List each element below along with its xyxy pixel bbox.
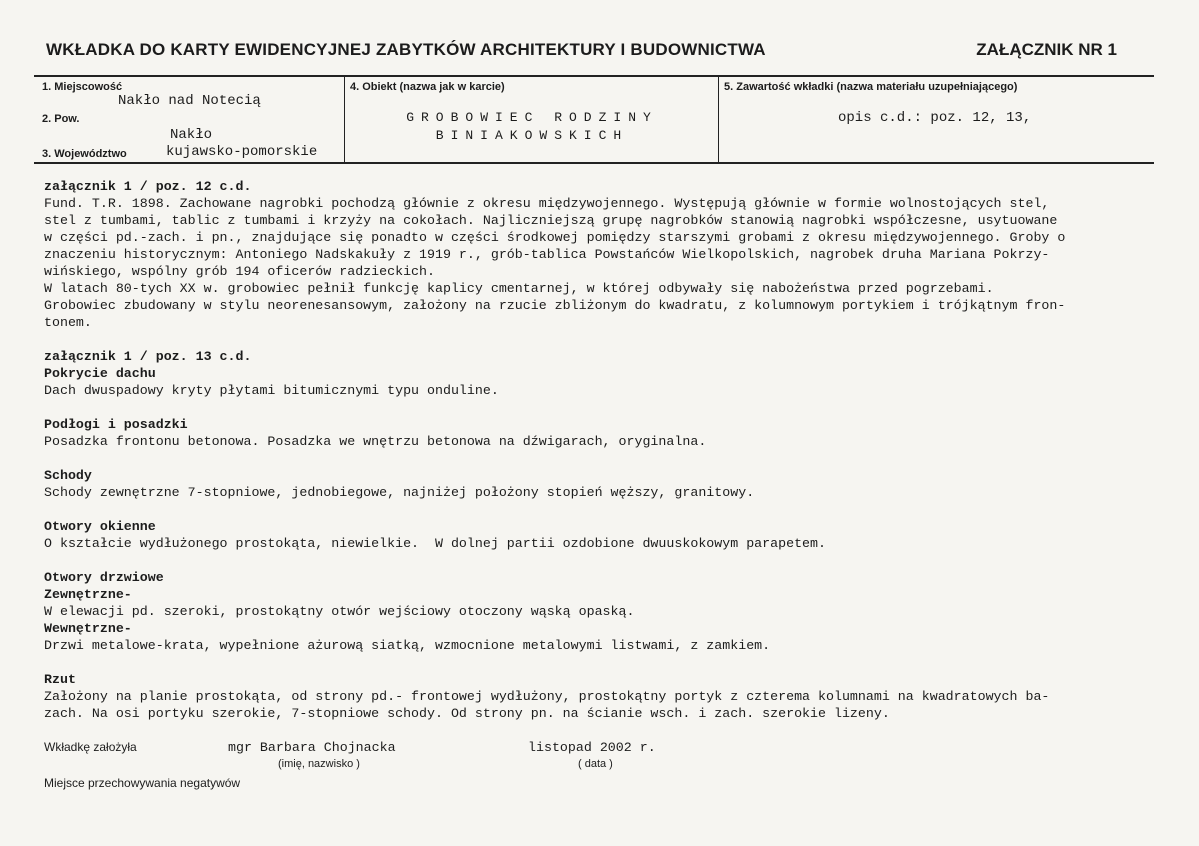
section-heading: Zewnętrzne- [44,587,132,602]
body-line: O kształcie wydłużonego prostokąta, niewielkie. W dolnej partii ozdobione dwuuskokowym parapetem. [44,536,826,551]
section-heading: Podłogi i posadzki [44,417,188,432]
section-heading: Rzut [44,672,76,687]
body-line: znaczeniu historycznym: Antoniego Nadskakuły z 1919 r., grób-tablica Powstańców Wielkopolskich, nagrobek druha Mariana Pokrzy- [44,247,1050,262]
body-line: zach. Na osi portyku szerokie, 7-stopniowe schody. Od strony pn. na ścianie wsch. i zach. szerokie lizeny. [44,706,890,721]
header-fields-table [34,75,1154,164]
paragraph-gap [44,654,1154,671]
author-value: mgr Barbara Chojnacka [228,740,396,755]
body-line: wińskiego, wspólny grób 194 oficerów radzieckich. [44,264,435,279]
paragraph-gap [44,331,1154,348]
section-heading: Schody [44,468,92,483]
section-heading: Pokrycie dachu [44,366,156,381]
body-line: Schody zewnętrzne 7-stopniowe, jednobiegowe, najniżej położony stopień węższy, granitowy. [44,485,755,500]
body-line: W elewacji pd. szeroki, prostokątny otwór wejściowy otoczony wąską opaską. [44,604,635,619]
date-caption: ( data ) [578,758,613,770]
body-line: Grobowiec zbudowany w stylu neorenesansowym, założony na rzucie zbliżonym do kwadratu, z kolumnowym portykiem i trójkątnym fron- [44,298,1066,313]
zawartosc-value: opis c.d.: poz. 12, 13, [838,110,1032,126]
body-line: w części pd.-zach. i pn., znajdujące się ponadto w części środkowej pomiędzy starszymi grobami z okresu międzywojennego. Groby o [44,230,1066,245]
body-line: Fund. T.R. 1898. Zachowane nagrobki pochodzą głównie z okresu międzywojennego. Występują głównie w formie wolnostojących stel, [44,196,1050,211]
body-line: Założony na planie prostokąta, od strony pd.- frontowej wydłużony, prostokątny portyk z czterema kolumnami na kwadratowych ba- [44,689,1050,704]
negatives-label: Miejsce przechowywania negatywów [44,776,241,790]
body-line: Drzwi metalowe-krata, wypełnione ażurową siatką, wzmocnione metalowymi listwami, z zamkiem. [44,638,771,653]
wojewodztwo-value: kujawsko-pomorskie [166,144,318,160]
obiekt-name-line2: BINIAKOWSKICH [435,128,629,143]
section-heading: załącznik 1 / poz. 13 c.d. [44,349,252,364]
obiekt-label: 4. Obiekt (nazwa jak w karcie) [350,81,505,93]
description-body [44,178,1154,722]
section-heading: Otwory okienne [44,519,156,534]
document-title: WKŁADKA DO KARTY EWIDENCYJNEJ ZABYTKÓW ARCHITEKTURY I BUDOWNICTWA [46,40,766,59]
miejscowosc-label: 1. Miejscowość [42,81,123,93]
zawartosc-label: 5. Zawartość wkładki (nazwa materiału uzupełniającego) [724,81,1018,93]
column-divider [344,77,345,162]
pow-value: Nakło [170,127,213,143]
annex-number: ZAŁĄCZNIK NR 1 [976,40,1117,59]
body-line: Dach dwuspadowy kryty płytami bitumicznymi typu onduline. [44,383,499,398]
author-label: Wkładkę założyła [44,740,137,754]
miejscowosc-value: Nakło nad Notecią [118,93,261,109]
section-heading: Otwory drzwiowe [44,570,164,585]
obiekt-name-line1: GROBOWIEC RODZINY [406,110,658,125]
section-heading: Wewnętrzne- [44,621,132,636]
body-line: Posadzka frontonu betonowa. Posadzka we wnętrzu betonowa na dźwigarach, oryginalna. [44,434,707,449]
body-line: stel z tumbami, tablic z tumbami i krzyży na cokołach. Najliczniejszą grupę nagrobków stanowią nagrobki współczesne, usytuowane [44,213,1058,228]
wojewodztwo-label: 3. Województwo [42,148,127,160]
paragraph-gap [44,552,1154,569]
paragraph-gap [44,501,1154,518]
paragraph-gap [44,450,1154,467]
body-line: W latach 80-tych XX w. grobowiec pełnił funkcję kaplicy cmentarnej, w której odbywały się nabożeństwa przed pogrzebami. [44,281,994,296]
body-line: tonem. [44,315,92,330]
paragraph-gap [44,399,1154,416]
author-caption: (imię, nazwisko ) [278,758,360,770]
date-value: listopad 2002 r. [528,740,656,755]
section-heading: załącznik 1 / poz. 12 c.d. [44,179,252,194]
pow-label: 2. Pow. [42,113,80,125]
column-divider [718,77,719,162]
